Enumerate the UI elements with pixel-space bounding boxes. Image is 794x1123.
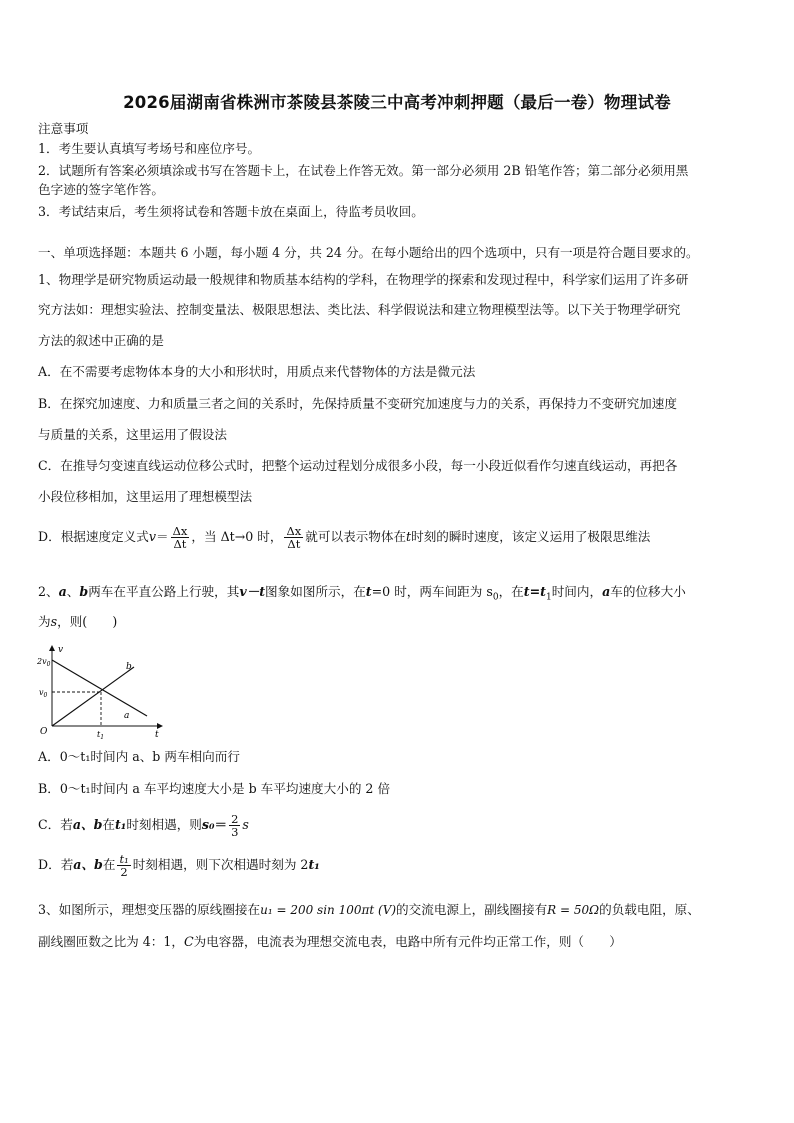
q1-stem-line-2: 究方法如：理想实验法、控制变量法、极限思想法、类比法、科学假说法和建立物理模型法等。以下关于物理学研究	[38, 302, 681, 317]
q2-t1b: t	[540, 584, 546, 599]
q2-text-4: ，在	[498, 584, 524, 599]
q3-text-2: 的交流电源上，副线圈接有	[396, 902, 548, 917]
line-a-label: a	[124, 711, 130, 721]
q2-text-5: 时间内，	[551, 584, 603, 599]
q2-c-den: 3	[231, 825, 239, 839]
q2-option-b: B．0～t₁时间内 a 车平均速度大小是 b 车平均速度大小的 2 倍	[38, 781, 391, 796]
q3-text-1: 3、如图所示，理想变压器的原线圈接在	[38, 902, 261, 917]
q2-car-b: b	[79, 584, 89, 599]
q2-t0: t	[365, 584, 372, 599]
q1-stem-line-1: 1、物理学是研究物质运动最一般规律和物质基本结构的学科，在物理学的探索和发现过程中，科学家们运用了许多研	[38, 272, 689, 287]
q2-eq: =	[529, 584, 541, 599]
q2-c-num: 2	[231, 812, 239, 826]
q2-text-1: 两车在平直公路上行驶，其	[88, 584, 240, 599]
line-b	[52, 667, 134, 726]
q3-u-formula: u₁ = 200 sin 100πt (V)	[260, 903, 397, 917]
q2-stem-line-1	[38, 584, 758, 606]
q2-d-text-3: 时刻相遇，则下次相遇时刻为 2	[132, 857, 309, 872]
q2-l2-text-1: 为	[38, 614, 51, 629]
notice-item-2-cont: 色字迹的签字笔作答。	[38, 182, 164, 197]
q1-option-d	[38, 524, 758, 550]
t1-label: $t_1$	[97, 730, 105, 741]
notice-item-3: 3．考试结束后，考生须将试卷和答题卡放在桌面上，待监考员收回。	[38, 204, 424, 219]
q2-text-2: 图象如图所示，在	[265, 584, 366, 599]
q2-c-ab: a、b	[72, 817, 103, 832]
q3-l2-text-1: 副线圈匝数之比为 4：1，	[38, 934, 184, 949]
q2-d-text-2: 在	[102, 857, 116, 872]
v0-label: $v_0$	[39, 688, 48, 699]
q2-c-fraction	[229, 813, 240, 838]
line-b-label: b	[126, 662, 132, 672]
q2-stem-line-2	[38, 614, 758, 630]
q2-option-c	[38, 812, 758, 838]
q2-c-s0: s₀	[201, 817, 215, 832]
q2-d-text-1: D．若	[38, 857, 74, 872]
q2-c-text-3: 时刻相遇，则	[126, 817, 202, 832]
q2-num: 2、	[38, 584, 59, 599]
q3-text-3: 的负载电阻，原、	[599, 902, 700, 917]
q2-sub1: 1	[545, 592, 552, 603]
notice-item-2: 2．试题所有答案必须填涂或书写在答题卡上，在试卷上作答无效。第一部分必须用 2B 铅笔作答；第二部分必须用黑	[38, 163, 689, 178]
q2-vt-graph	[34, 640, 174, 744]
q1-d-text-2: ，当 Δt→0 时，	[191, 529, 283, 544]
q1-option-b-line-1: B．在探究加速度、力和质量三者之间的关系时，先保持质量不变研究加速度与力的关系，再保持力不变研究加速度	[38, 396, 677, 411]
q1-d-t: t	[406, 529, 412, 544]
notice-heading: 注意事项	[38, 121, 89, 136]
q2-car-a-2: a	[602, 584, 611, 599]
q1-d-fraction-1	[171, 525, 190, 550]
q1-d-text-1: D．根据速度定义式	[38, 529, 149, 544]
q2-d-t1: t₁	[308, 857, 320, 872]
q1-option-a: A．在不需要考虑物体本身的大小和形状时，用质点来代替物体的方法是微元法	[38, 364, 476, 379]
q2-d-ab: a、b	[73, 857, 103, 872]
two-v0-label: $2v_0$	[37, 657, 51, 668]
q2-car-a: a	[58, 584, 67, 599]
q2-text-6: 车的位移大小	[610, 584, 686, 599]
q3-stem-line-2	[38, 934, 758, 950]
q2-sep: 、	[66, 584, 80, 599]
v-axis-label: v	[58, 645, 64, 655]
notice-item-1: 1．考生要认真填写考场号和座位序号。	[38, 141, 261, 156]
q2-t1: t	[523, 584, 530, 599]
q1-option-c-line-2: 小段位移相加，这里运用了理想模型法	[38, 489, 253, 504]
q2-vt: v－t	[239, 584, 266, 599]
q2-c-eq: ＝	[214, 817, 228, 832]
q3-c: C	[183, 934, 194, 949]
t-axis-label: t	[155, 730, 159, 740]
q2-sub0: 0	[492, 592, 499, 603]
q2-c-text-1: C．若	[38, 817, 73, 832]
q1-d-eq: ＝	[155, 529, 169, 544]
q2-d-den: 2	[120, 865, 128, 879]
q2-s: s	[50, 614, 58, 629]
q2-c-s: s	[242, 817, 249, 832]
q1-d-v: v	[148, 529, 156, 544]
q2-d-fraction	[117, 853, 130, 878]
q1-d-fraction-2	[284, 525, 303, 550]
q1-d-frac2-num: Δx	[286, 524, 302, 538]
q3-r-formula: R = 50Ω	[547, 903, 600, 917]
q1-option-c-line-1: C．在推导匀变速直线运动位移公式时，把整个运动过程划分成很多小段，每一小段近似看作匀速直线运动，再把各	[38, 458, 678, 473]
q1-option-b-line-2: 与质量的关系，这里运用了假设法	[38, 427, 227, 442]
q1-d-text-4: 时刻的瞬时速度，该定义运用了极限思维法	[411, 529, 651, 544]
q2-c-text-2: 在	[102, 817, 115, 832]
q1-d-frac1-den: Δt	[173, 537, 187, 551]
q3-l2-text-2: 为电容器，电流表为理想交流电表，电路中所有元件均正常工作，则（ ）	[193, 934, 622, 949]
page-title: 2026届湖南省株洲市茶陵县茶陵三中高考冲刺押题（最后一卷）物理试卷	[123, 93, 671, 112]
q1-d-frac2-den: Δt	[287, 537, 301, 551]
q2-d-num: t₁	[119, 852, 129, 866]
q2-text-3: =0 时，两车间距为 s	[371, 584, 493, 599]
q3-stem-line-1	[38, 901, 758, 919]
q1-d-text-3: 就可以表示物体在	[305, 529, 407, 544]
q1-stem-line-3: 方法的叙述中正确的是	[38, 333, 164, 348]
origin-label: O	[40, 727, 48, 737]
q2-l2-text-2: ，则( )	[57, 614, 118, 629]
q2-option-a: A．0～t₁时间内 a、b 两车相向而行	[38, 749, 240, 764]
q1-d-frac1-num: Δx	[172, 524, 188, 538]
q2-option-d	[38, 852, 758, 878]
q2-c-t1: t₁	[114, 817, 127, 832]
section-1-heading: 一、单项选择题：本题共 6 小题，每小题 4 分，共 24 分。在每小题给出的四个选项中，只有一项是符合题目要求的。	[38, 245, 699, 260]
